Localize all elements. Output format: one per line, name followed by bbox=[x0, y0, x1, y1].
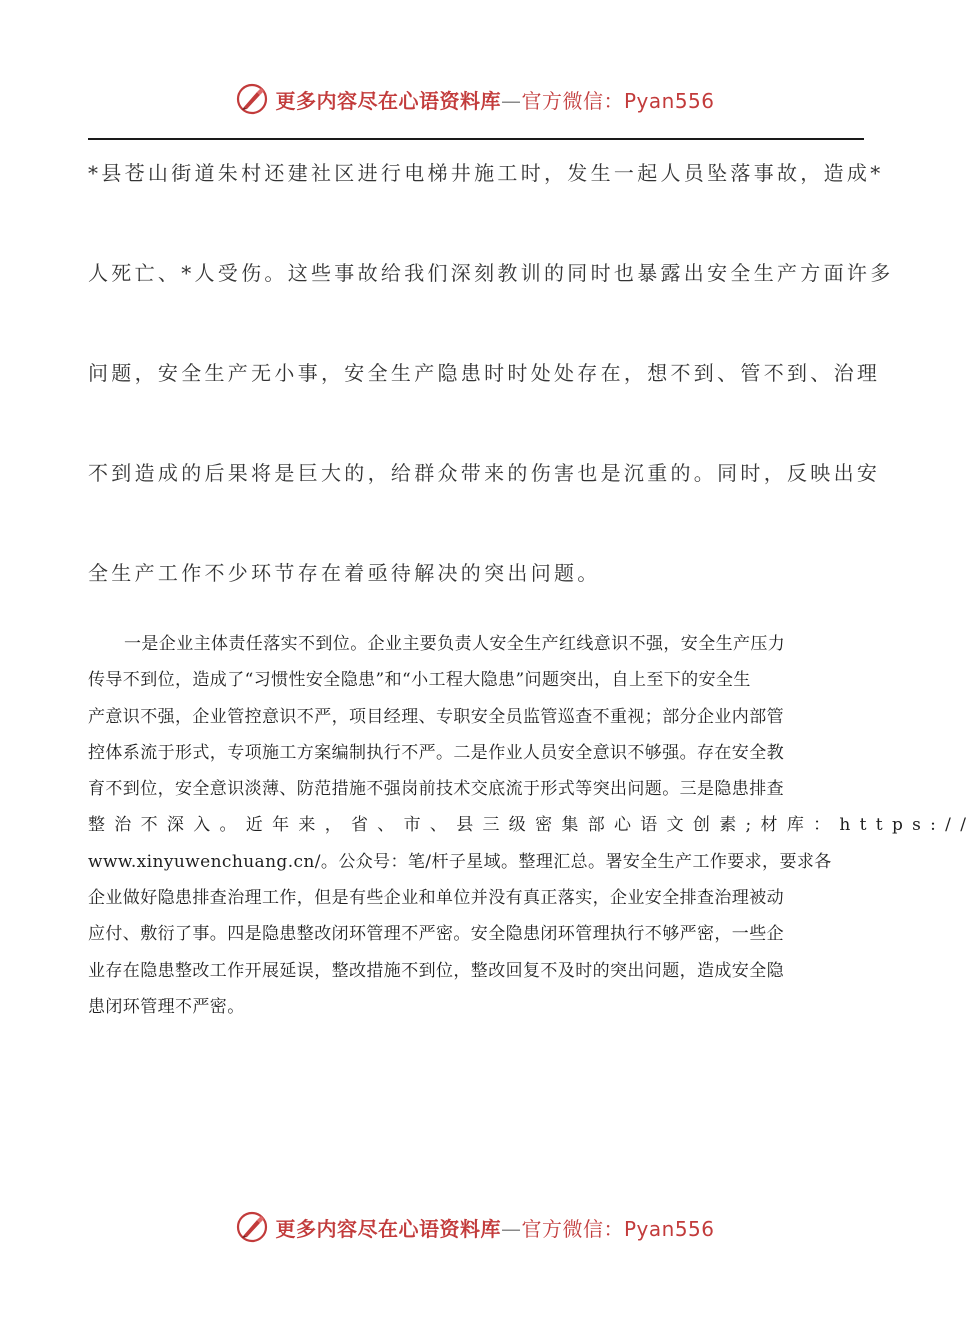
intro-line: 问题，安全生产无小事，安全生产隐患时时处处存在，想不到、管不到、治理 bbox=[88, 361, 881, 385]
footer-brand: 更多内容尽在心语资料库 bbox=[275, 1216, 501, 1241]
body-line: 传导不到位，造成了“习惯性安全隐患”和“小工程大隐患”问题突出，自上至下的安全生 bbox=[88, 670, 751, 691]
header-brand: 更多内容尽在心语资料库 bbox=[275, 88, 501, 113]
footer-banner bbox=[0, 1210, 950, 1244]
header-banner-text bbox=[275, 85, 714, 114]
intro-line: 全生产工作不少环节存在着亟待解决的突出问题。 bbox=[88, 561, 601, 585]
body-line: 育不到位，安全意识淡薄、防范措施不强岗前技术交底流于形式等突出问题。三是隐患排查 bbox=[88, 779, 784, 800]
header-banner bbox=[0, 82, 950, 116]
header-dash: — bbox=[500, 88, 522, 113]
body-line: 患闭环管理不严密。 bbox=[88, 996, 245, 1017]
body-line: 一是企业主体责任落实不到位。企业主要负责人安全生产红线意识不强，安全生产压力 bbox=[124, 634, 786, 654]
footer-dash: — bbox=[500, 1216, 522, 1241]
header-divider bbox=[88, 138, 864, 140]
footer-banner-text bbox=[275, 1213, 714, 1242]
body-paragraph bbox=[88, 626, 975, 1025]
intro-line: 不到造成的后果将是巨大的，给群众带来的伤害也是沉重的。同时，反映出安 bbox=[88, 461, 881, 485]
body-line: 应付、敷衍了事。四是隐患整改闭环管理不严密。安全隐患闭环管理执行不够严密，一些企 bbox=[88, 924, 784, 945]
body-line: 业存在隐患整改工作开展延误，整改措施不到位，整改回复不及时的突出问题，造成安全隐 bbox=[88, 960, 784, 981]
pen-logo-icon bbox=[235, 1210, 269, 1244]
intro-line: *县苍山街道朱村还建社区进行电梯井施工时，发生一起人员坠落事故，造成* bbox=[88, 161, 884, 185]
header-official-label: 官方微信： bbox=[521, 88, 624, 113]
intro-line: 人死亡、*人受伤。这些事故给我们深刻教训的同时也暴露出安全生产方面许多 bbox=[88, 261, 894, 285]
body-line: 企业做好隐患排查治理工作，但是有些企业和单位并没有真正落实，企业安全排查治理被动 bbox=[88, 888, 784, 909]
body-line: www.xinyuwenchuang.cn/。公众号：笔/杆子星域。整理汇总。署安全生产工作要求，要求各 bbox=[88, 851, 832, 872]
intro-paragraph bbox=[88, 147, 894, 647]
body-line: 控体系流于形式，专项施工方案编制执行不严。二是作业人员安全意识不够强。存在安全教 bbox=[88, 742, 784, 763]
header-wechat-id: Pyan556 bbox=[623, 88, 715, 113]
body-line: 整治不深入。近年来，省、市、县三级密集部心语文创素;材库：https:// bbox=[88, 815, 975, 836]
pen-logo-icon bbox=[235, 82, 269, 116]
footer-official-label: 官方微信： bbox=[521, 1216, 624, 1241]
body-line: 产意识不强，企业管控意识不严，项目经理、专职安全员监管巡查不重视；部分企业内部管 bbox=[88, 706, 784, 727]
footer-wechat-id: Pyan556 bbox=[623, 1216, 715, 1241]
